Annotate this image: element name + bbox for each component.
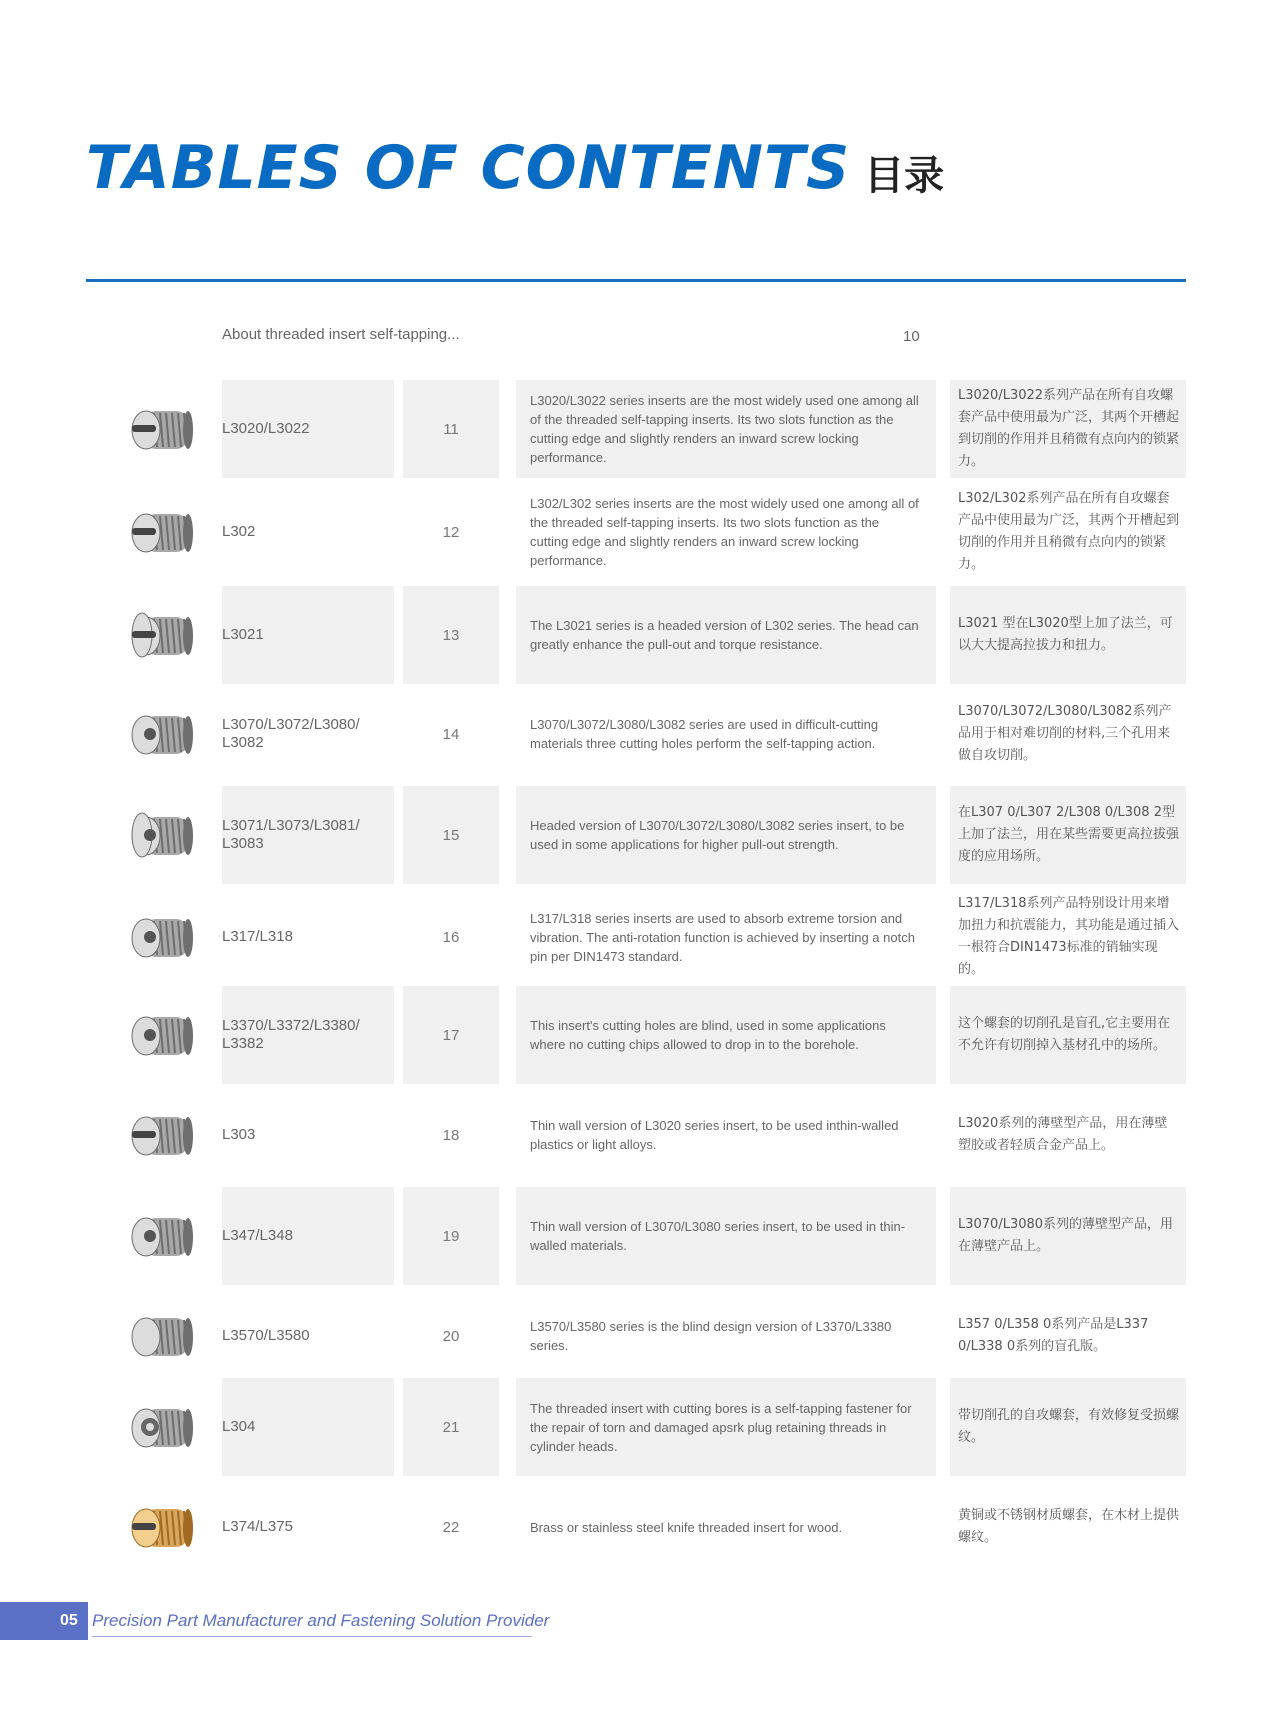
- row-model[interactable]: L347/L348: [222, 1227, 293, 1244]
- toc-row[interactable]: [0, 586, 1276, 684]
- row-model[interactable]: L374/L375: [222, 1518, 293, 1535]
- row-page-number: 22: [442, 1519, 460, 1536]
- title-english: TABLES OF CONTENTS: [86, 133, 851, 203]
- row-model[interactable]: L3021: [222, 626, 264, 643]
- row-description-en: Headed version of L3070/L3072/L3080/L3082 series insert, to be used in some applications for higher pull-out strength.: [530, 818, 905, 852]
- toc-row[interactable]: [0, 483, 1276, 581]
- holed-insert-icon: [120, 1196, 200, 1276]
- row-model[interactable]: L3070/L3072/L3080/ L3082: [222, 716, 360, 751]
- slotted-insert-icon: [120, 1095, 200, 1175]
- toc-row[interactable]: [0, 986, 1276, 1084]
- intro-entry-label[interactable]: About threaded insert self-tapping...: [222, 326, 460, 343]
- bored-insert-icon: [120, 1387, 200, 1467]
- row-description-en: L3570/L3580 series is the blind design version of L3370/L3380 series.: [530, 1319, 892, 1353]
- holed-insert-icon: [120, 897, 200, 977]
- row-description-zh: L357 0/L358 0系列产品是L337 0/L338 0系列的盲孔版。: [958, 1317, 1149, 1354]
- row-model[interactable]: L3071/L3073/L3081/ L3083: [222, 817, 360, 852]
- row-description-zh: 带切削孔的自攻螺套，有效修复受损螺纹。: [958, 1408, 1180, 1445]
- row-page-number: 15: [442, 827, 460, 844]
- footer-underline: [92, 1636, 532, 1637]
- row-page-number: 20: [442, 1328, 460, 1345]
- brass-insert-icon: [120, 1487, 200, 1567]
- headed-holed-insert-icon: [120, 795, 200, 875]
- row-description-en: L302/L302 series inserts are the most widely used one among all of the threaded self-tapping inserts. Its two slots function as the cutting edge and slightly renders an inward screw locking performance.: [530, 496, 919, 568]
- row-description-zh: L3020系列的薄壁型产品，用在薄壁塑胶或者轻质合金产品上。: [958, 1116, 1168, 1153]
- row-page-number: 14: [442, 726, 460, 743]
- row-description-en: L317/L318 series inserts are used to absorb extreme torsion and vibration. The anti-rotation function is achieved by inserting a notch pin per DIN1473 standard.: [530, 911, 915, 964]
- row-model[interactable]: L3570/L3580: [222, 1327, 310, 1344]
- row-model[interactable]: L302: [222, 523, 256, 540]
- row-page-number: 13: [442, 627, 460, 644]
- intro-entry-page: 10: [903, 328, 920, 345]
- holed-insert-icon: [120, 694, 200, 774]
- slotted-insert-icon: [120, 389, 200, 469]
- blind-holed-insert-icon: [120, 995, 200, 1075]
- row-description-zh: 黄铜或不锈钢材质螺套，在木材上提供螺纹。: [958, 1508, 1180, 1545]
- row-description-zh: L3020/L3022系列产品在所有自攻螺套产品中使用最为广泛，其两个开槽起到切削的作用并且稍微有点向内的锁紧力。: [958, 388, 1180, 469]
- row-description-en: The threaded insert with cutting bores is a self-tapping fastener for the repair of torn and damaged apsrk plug retaining threads in cylinder heads.: [530, 1401, 912, 1454]
- headed-slotted-insert-icon: [120, 595, 200, 675]
- row-page-number: 21: [442, 1419, 460, 1436]
- toc-row[interactable]: [0, 888, 1276, 986]
- row-page-number: 18: [442, 1127, 460, 1144]
- row-page-number: 16: [442, 929, 460, 946]
- toc-row[interactable]: [0, 1287, 1276, 1385]
- row-description-zh: L3070/L3080系列的薄壁型产品，用在薄壁产品上。: [958, 1217, 1174, 1254]
- toc-row[interactable]: [0, 1378, 1276, 1476]
- footer-page-number: 05: [60, 1612, 78, 1629]
- row-page-number: 19: [442, 1228, 460, 1245]
- toc-row[interactable]: [0, 786, 1276, 884]
- footer-tagline: Precision Part Manufacturer and Fastening Solution Provider: [92, 1611, 550, 1630]
- row-description-zh: L3070/L3072/L3080/L3082系列产品用于相对难切削的材料,三个孔用来做自攻切削。: [958, 704, 1172, 763]
- slotted-insert-icon: [120, 492, 200, 572]
- blind-insert-icon: [120, 1296, 200, 1376]
- toc-row[interactable]: [0, 1478, 1276, 1576]
- row-page-number: 17: [442, 1027, 460, 1044]
- row-model[interactable]: L317/L318: [222, 928, 293, 945]
- row-description-zh: L302/L302系列产品在所有自攻螺套产品中使用最为广泛，其两个开槽起到切削的作用并且稍微有点向内的锁紧力。: [958, 491, 1180, 572]
- title-divider: [86, 279, 1186, 282]
- row-description-en: Thin wall version of L3020 series insert, to be used inthin-walled plastics or light alloys.: [530, 1118, 899, 1152]
- row-description-zh: L317/L318系列产品特别设计用来增加扭力和抗震能力，其功能是通过插入一根符合DIN1473标准的销轴实现的。: [958, 896, 1180, 977]
- row-page-number: 12: [442, 524, 460, 541]
- toc-row[interactable]: [0, 685, 1276, 783]
- toc-row[interactable]: [0, 380, 1276, 478]
- page-title: [86, 118, 945, 203]
- row-description-en: Brass or stainless steel knife threaded insert for wood.: [530, 1520, 843, 1535]
- toc-row[interactable]: [0, 1187, 1276, 1285]
- row-page-number: 11: [443, 421, 459, 438]
- row-model[interactable]: L304: [222, 1418, 256, 1435]
- row-description-zh: 这个螺套的切削孔是盲孔,它主要用在不允许有切削掉入基材孔中的场所。: [958, 1016, 1171, 1053]
- row-description-zh: L3021 型在L3020型上加了法兰，可以大大提高拉拔力和扭力。: [958, 616, 1173, 653]
- row-model[interactable]: L303: [222, 1126, 256, 1143]
- row-description-en: Thin wall version of L3070/L3080 series insert, to be used in thin-walled materials.: [530, 1219, 906, 1253]
- row-model[interactable]: L3370/L3372/L3380/ L3382: [222, 1017, 360, 1052]
- row-description-en: This insert's cutting holes are blind, used in some applications where no cutting chips allowed to drop in to the borehole.: [530, 1018, 886, 1052]
- row-description-zh: 在L307 0/L307 2/L308 0/L308 2型上加了法兰，用在某些需要更高拉拔强度的应用场所。: [958, 805, 1180, 864]
- row-model[interactable]: L3020/L3022: [222, 420, 310, 437]
- row-description-en: L3020/L3022 series inserts are the most widely used one among all of the threaded self-tapping inserts. Its two slots function as the cutting edge and slightly renders an inward screw locking performance.: [530, 393, 919, 465]
- row-description-en: The L3021 series is a headed version of L302 series. The head can greatly enhance the pull-out and torque resistance.: [530, 618, 919, 652]
- title-chinese: 目录: [864, 153, 945, 199]
- toc-row[interactable]: [0, 1086, 1276, 1184]
- row-description-en: L3070/L3072/L3080/L3082 series are used in difficult-cutting materials three cutting holes perform the self-tapping action.: [530, 717, 879, 751]
